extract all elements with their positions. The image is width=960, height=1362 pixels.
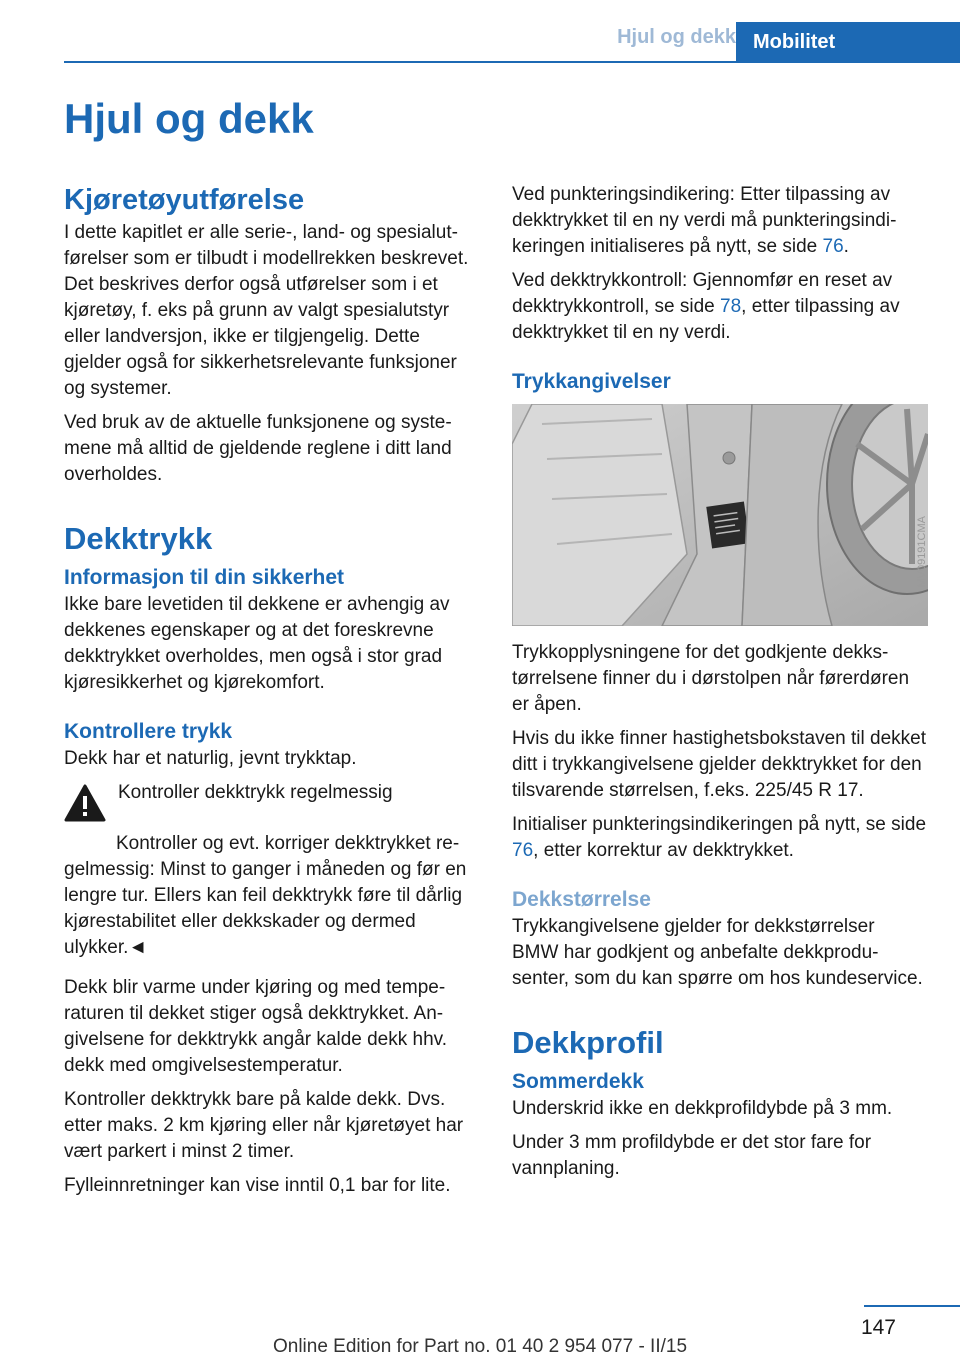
- paragraph: Dekk blir varme under kjøring og med temperaturen til dekket stiger også dekktrykket. Angivelsene for dekktrykk angår kalde dekk hhv. dekk med omgivelsestemperatur.: [64, 977, 448, 1076]
- figure-code: MV09191CMA: [916, 516, 928, 588]
- paragraph: I dette kapitlet er alle serie-, land- og spesialutførelser som er tilbudt i modellrekken beskrevet. Det beskrives derfor også utførelser som i et kjøretøy, f. eks på grunn av valgt spesialutstyr eller landversjon, ikke er tilgjengelig. Dette gjelder også for sikkerhetsrelevante funksjoner og systemer.: [64, 222, 469, 399]
- footer-rule: [864, 1305, 960, 1307]
- paragraph: Trykkangivelsene gjelder for dekkstørrelser BMW har godkjent og anbefalte dekkprodusenter, som du kan spørre om hos kundeservice.: [512, 916, 923, 989]
- heading-check-pressure: Kontrollere trykk: [64, 720, 233, 743]
- paragraph: Dekk har et naturlig, jevnt trykktap.: [64, 748, 357, 769]
- paragraph: Under 3 mm profildybde er det stor fare for vannplaning.: [512, 1132, 872, 1179]
- warning-triangle-icon: [64, 784, 106, 827]
- heading-pressure-info: Trykkangivelser: [512, 370, 671, 393]
- page-number: 147: [860, 1316, 896, 1339]
- heading-summer-tires: Sommerdekk: [512, 1070, 644, 1093]
- edition-footer: Online Edition for Part no. 01 40 2 954 077 - II/15: [272, 1336, 688, 1357]
- heading-vehicle-version: Kjøretøyutførelse: [64, 184, 305, 216]
- paragraph: Initialiser punkteringsindikeringen på nytt, se side 76, etter korrektur av dekktrykket.: [512, 814, 927, 861]
- page-link[interactable]: 76: [822, 236, 844, 257]
- page-link[interactable]: 78: [720, 296, 742, 317]
- paragraph: Underskrid ikke en dekkprofildybde på 3 mm.: [512, 1098, 893, 1119]
- heading-tire-size: Dekkstørrelse: [512, 888, 651, 911]
- paragraph: Trykkopplysningene for det godkjente dekkstørrelsene finner du i dørstolpen når førerdøren er åpen.: [512, 642, 910, 715]
- page-link[interactable]: 76: [512, 840, 534, 861]
- warning-text: Kontroller og evt. korriger dekktrykket regelmessig: Minst to ganger i måneden og før en lengre tur. Ellers kan feil dekktrykk føre til dårlig kjørestabilitet eller dekkskader og dermed ulykker.◄: [64, 833, 467, 958]
- header-section-label: Hjul og dekk: [617, 26, 736, 48]
- paragraph: Ved bruk av de aktuelle funksjonene og systemene må alltid de gjeldende reglene i ditt land overholdes.: [64, 412, 452, 485]
- right-column: [512, 182, 926, 1190]
- paragraph: Kontroller dekktrykk bare på kalde dekk. Dvs. etter maks. 2 km kjøring eller når kjøretøyet har vært parkert i minst 2 timer.: [64, 1089, 464, 1162]
- warning-block: [64, 780, 478, 827]
- left-column: [64, 182, 478, 1207]
- paragraph: Fylleinnretninger kan vise inntil 0,1 bar for lite.: [64, 1175, 451, 1196]
- warning-title: Kontroller dekktrykk regelmessig: [118, 782, 393, 803]
- header-chapter-tab: Mobilitet: [736, 22, 960, 63]
- paragraph: Ikke bare levetiden til dekkene er avhengig av dekkenes egenskaper og at det foreskrevne dekktrykket overholdes, men også i stor grad kjøresikkerhet og kjørekomfort.: [64, 594, 450, 693]
- door-pillar-illustration: [512, 404, 928, 626]
- door-pillar-photo: [512, 404, 928, 626]
- paragraph: Hvis du ikke finner hastighetsbokstaven til dekket ditt i trykkangivelsene gjelder dekktrykket for den tilsvarende størrelsen, f.eks. 225/45 R 17.: [512, 728, 926, 801]
- page-title: Hjul og dekk: [64, 95, 314, 142]
- paragraph: Ved dekktrykkontroll: Gjennomfør en reset av dekktrykkontroll, se side 78, etter tilpassing av dekktrykket til en ny verdi.: [512, 270, 900, 343]
- heading-tread-profile: Dekkprofil: [512, 1025, 664, 1060]
- heading-tire-pressure: Dekktrykk: [64, 521, 213, 556]
- heading-safety-info: Informasjon til din sikkerhet: [64, 566, 345, 589]
- paragraph: Ved punkteringsindikering: Etter tilpassing av dekktrykket til en ny verdi må punkteringsindikeringen initialiseres på nytt, se side 76.: [512, 184, 897, 257]
